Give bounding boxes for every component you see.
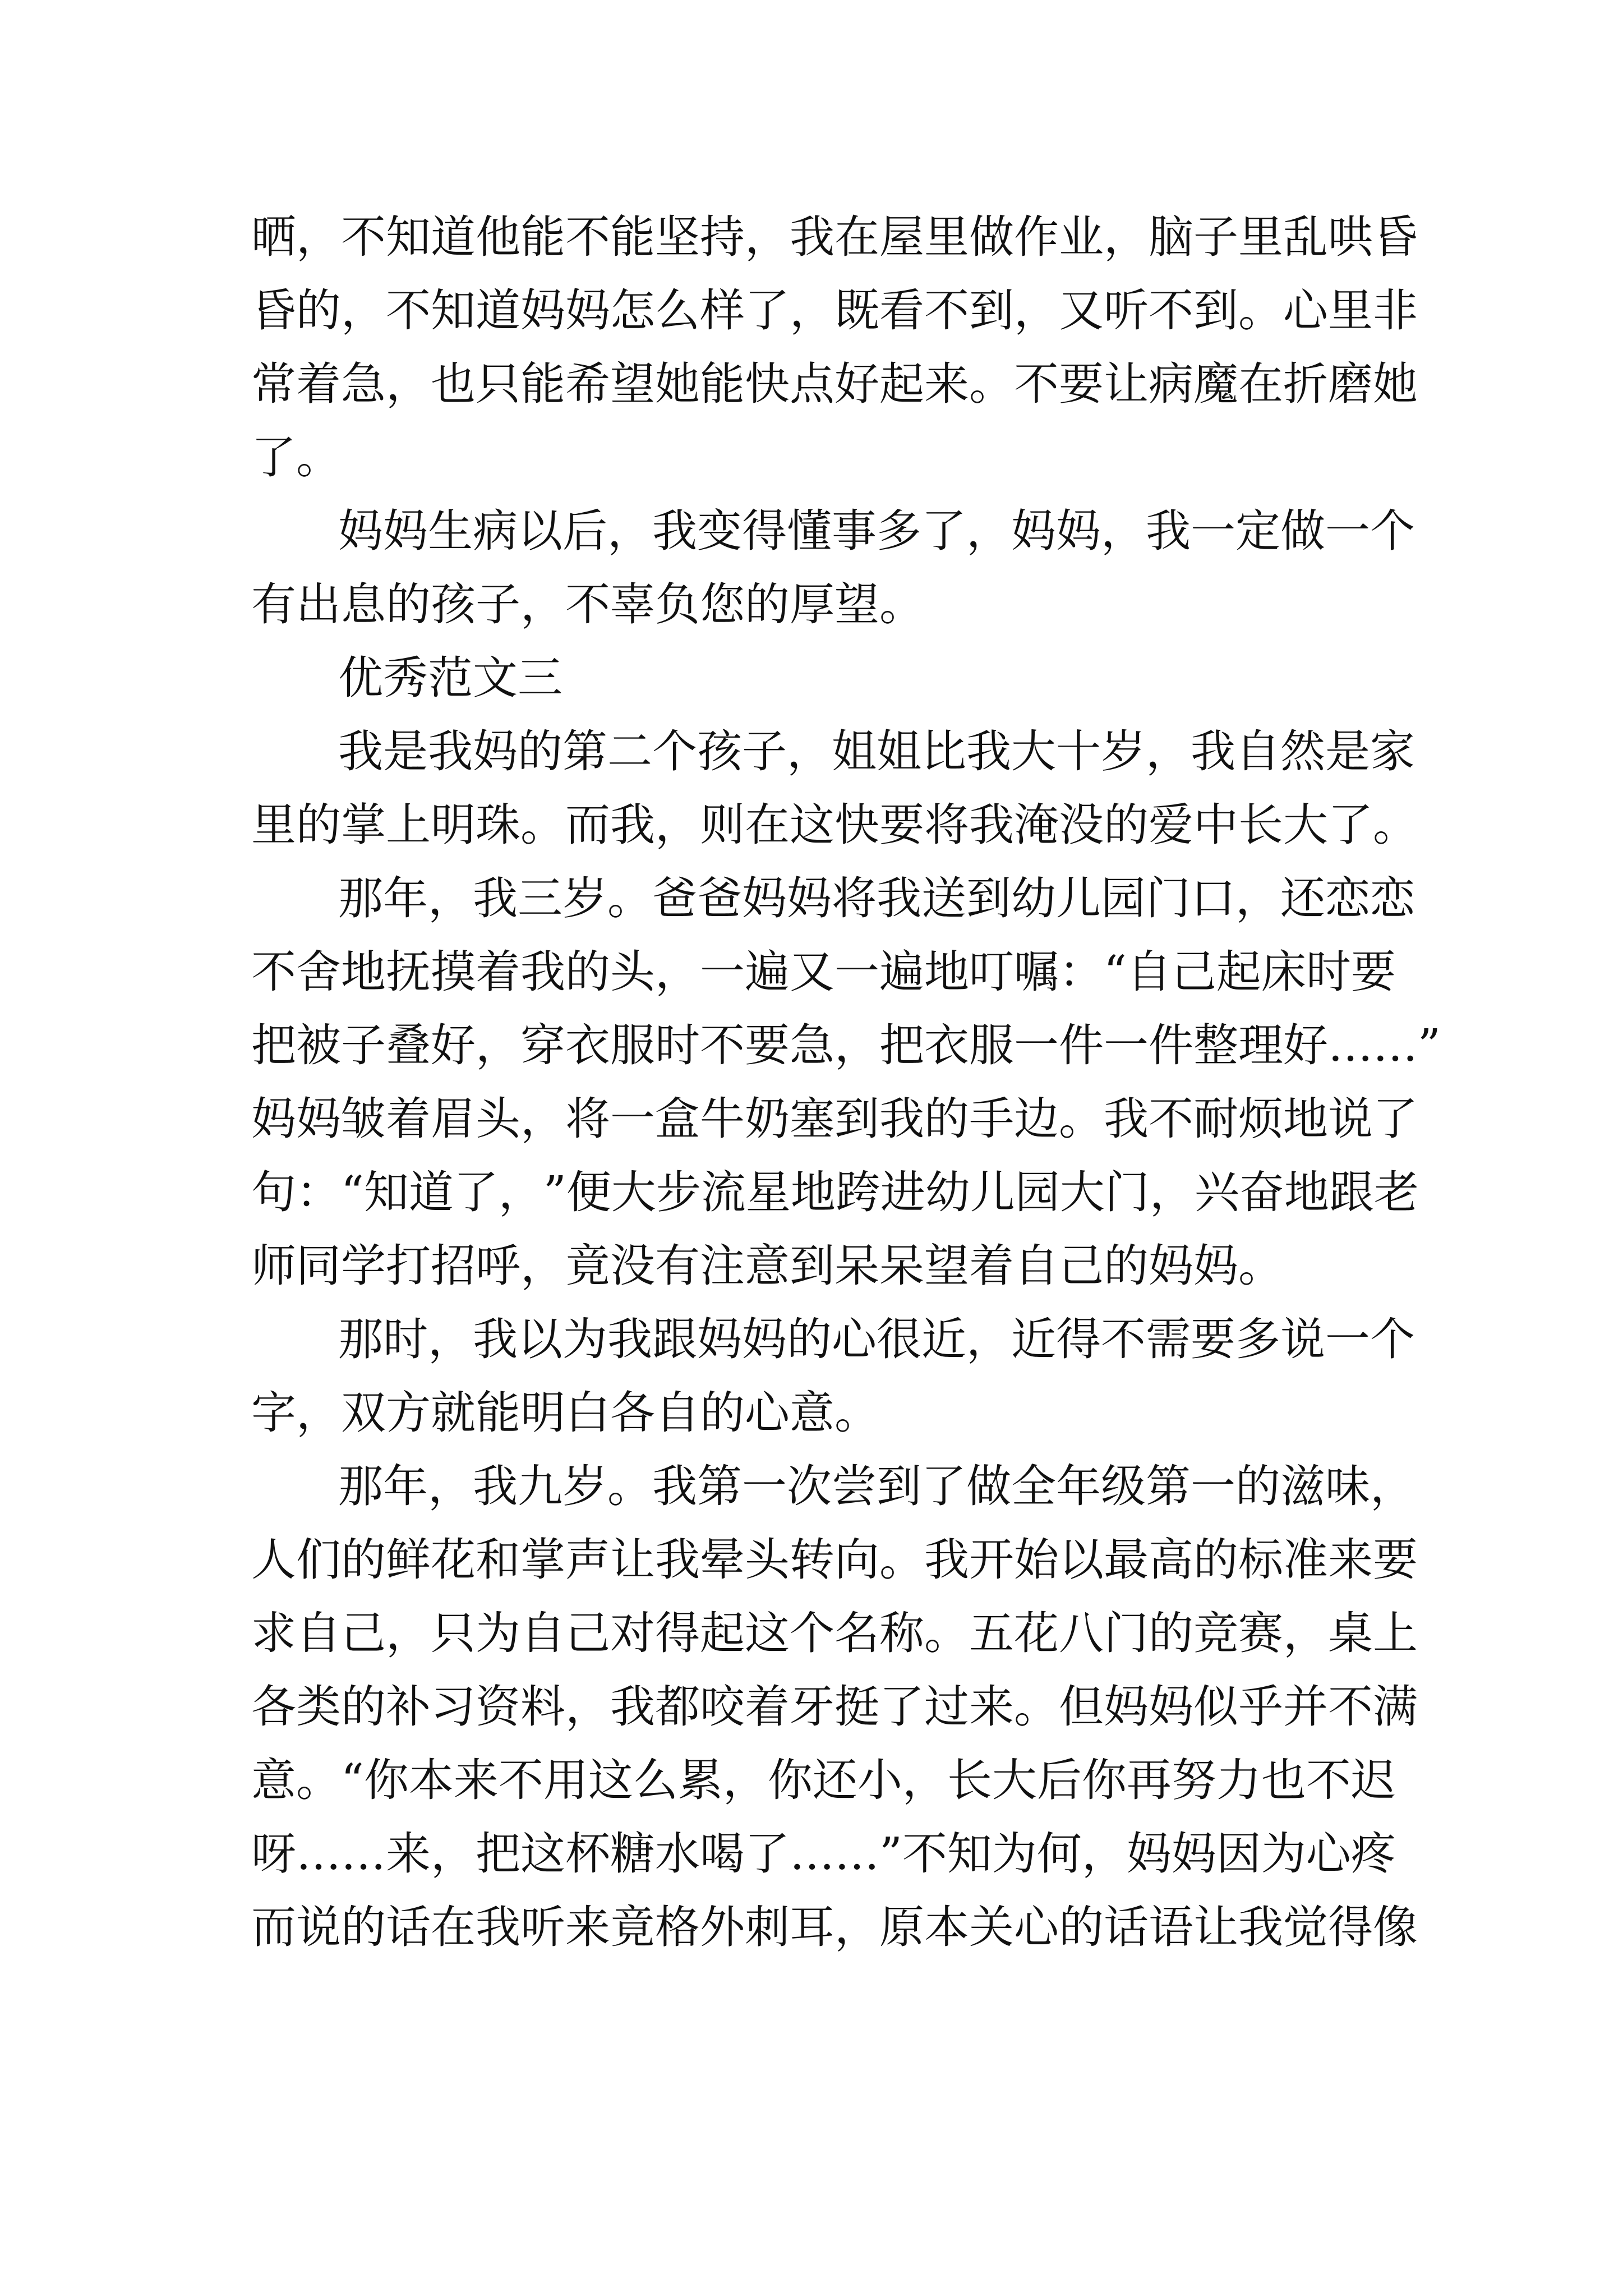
text-line: 把 被 子 叠 好 ， 穿 衣 服 时 不 要 急 ， 把 衣 服 一 件 一 件 整 理 好 … … ” bbox=[251, 1019, 1441, 1071]
text-line: 昏 的 ， 不 知 道 妈 妈 怎 么 样 了 ， 既 看 不 到 ， 又 听 不 到 。 心 里 非 bbox=[251, 284, 1418, 337]
text-line: 而 说 的 话 在 我 听 来 竟 格 外 刺 耳 ， 原 本 关 心 的 话 语 让 我 觉 得 像 bbox=[251, 1901, 1418, 1953]
paragraph-first-line: 妈 妈 生 病 以 后 ， 我 变 得 懂 事 多 了 ， 妈 妈 ， 我 一 定 做 一 个 bbox=[338, 505, 1415, 557]
paragraph-first-line: 那 年 ， 我 三 岁 。 爸 爸 妈 妈 将 我 送 到 幼 儿 园 门 口 ， 还 恋 恋 bbox=[338, 872, 1415, 924]
text-line: 不 舍 地 抚 摸 着 我 的 头 ， 一 遍 又 一 遍 地 叮 嘱 ： “ 自 己 起 床 时 要 bbox=[251, 946, 1396, 998]
text-line: 各 类 的 补 习 资 料 ， 我 都 咬 着 牙 挺 了 过 来 。 但 妈 妈 似 乎 并 不 满 bbox=[251, 1681, 1418, 1733]
text-line: 晒 ， 不 知 道 他 能 不 能 坚 持 ， 我 在 屋 里 做 作 业 ， 脑 子 里 乱 哄 昏 bbox=[251, 211, 1418, 263]
paragraph-first-line: 我 是 我 妈 的 第 二 个 孩 子 ， 姐 姐 比 我 大 十 岁 ， 我 自 然 是 家 bbox=[338, 725, 1415, 777]
text-line: 妈 妈 皱 着 眉 头 ， 将 一 盒 牛 奶 塞 到 我 的 手 边 。 我 不 耐 烦 地 说 了 bbox=[251, 1093, 1418, 1145]
text-line: 字，双方就能明白各自的心意。 bbox=[251, 1387, 879, 1439]
paragraph-first-line: 那 时 ， 我 以 为 我 跟 妈 妈 的 心 很 近 ， 近 得 不 需 要 多 说 一 个 bbox=[338, 1313, 1415, 1365]
paragraph-first-line: 那 年 ， 我 九 岁 。 我 第 一 次 尝 到 了 做 全 年 级 第 一 的 滋 味 ， bbox=[338, 1460, 1415, 1512]
text-line: 人 们 的 鲜 花 和 掌 声 让 我 晕 头 转 向 。 我 开 始 以 最 高 的 标 准 来 要 bbox=[251, 1534, 1418, 1586]
text-line: 求 自 己 ， 只 为 自 己 对 得 起 这 个 名 称 。 五 花 八 门 的 竞 赛 ， 桌 上 bbox=[251, 1607, 1418, 1659]
text-line: 师同学打招呼，竟没有注意到呆呆望着自己的妈妈。 bbox=[251, 1240, 1283, 1292]
text-line: 呀 … … 来 ， 把 这 杯 糖 水 喝 了 … … ” 不 知 为 何 ， 妈 妈 因 为 心 疼 bbox=[251, 1828, 1396, 1880]
text-line: 意 。 “ 你 本 来 不 用 这 么 累 ， 你 还 小 ， 长 大 后 你 再 努 力 也 不 迟 bbox=[251, 1754, 1396, 1806]
text-line: 里 的 掌 上 明 珠 。 而 我 ， 则 在 这 快 要 将 我 淹 没 的 爱 中 长 大 了 。 bbox=[251, 799, 1418, 851]
text-line: 有出息的孩子，不辜负您的厚望。 bbox=[251, 578, 924, 631]
text-line: 句 ： “ 知 道 了 ， ” 便 大 步 流 星 地 跨 进 幼 儿 园 大 门 ， 兴 奋 地 跟 老 bbox=[251, 1166, 1419, 1218]
text-line: 常 着 急 ， 也 只 能 希 望 她 能 快 点 好 起 来 。 不 要 让 病 魔 在 折 磨 她 bbox=[251, 358, 1418, 410]
text-line: 了。 bbox=[251, 431, 341, 484]
section-heading: 优秀范文三 bbox=[338, 652, 562, 704]
